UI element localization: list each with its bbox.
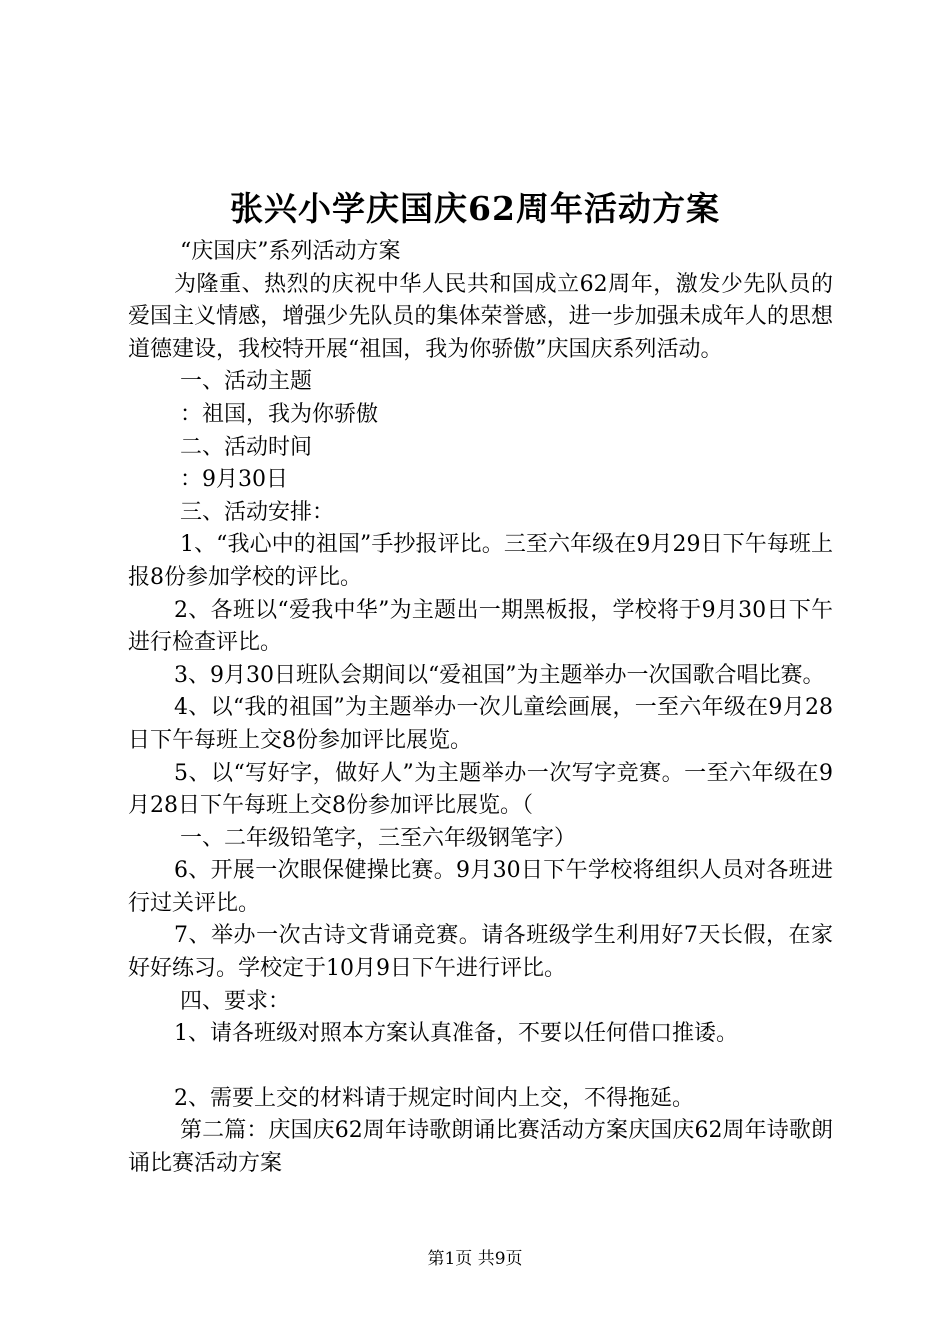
requirement-item-1: 1、请各班级对照本方案认真准备，不要以任何借口推诿。 xyxy=(174,1021,738,1047)
section-heading-time: 二、活动时间 xyxy=(180,434,313,460)
arrangement-item-7: 7、举办一次古诗文背诵竞赛。请各班级学生利用好7天长假，在家好好练习。学校定于10月9日下午进行评比。 xyxy=(128,923,833,982)
section-heading-arrangement: 三、活动安排： xyxy=(180,499,335,525)
theme-value: ：祖国，我为你骄傲 xyxy=(180,401,379,427)
document-title: 张兴小学庆国庆62周年活动方案 xyxy=(230,189,720,228)
requirement-item-2: 2、需要上交的材料请于规定时间内上交，不得拖延。 xyxy=(174,1085,694,1111)
arrangement-item-3: 3、9月30日班队会期间以“爱祖国”为主题举办一次国歌合唱比赛。 xyxy=(174,662,825,688)
arrangement-item-1: 1、“我心中的祖国”手抄报评比。三至六年级在9月29日下午每班上报8份参加学校的评比。 xyxy=(128,532,833,590)
arrangement-item-5-note: 一、二年级铅笔字，三至六年级钢笔字） xyxy=(180,825,577,851)
arrangement-item-6: 6、开展一次眼保健操比赛。9月30日下午学校将组织人员对各班进行过关评比。 xyxy=(128,858,833,916)
page-number-footer: 第1页 共9页 xyxy=(427,1249,523,1269)
document-body xyxy=(128,236,833,1181)
arrangement-item-2: 2、各班以“爱我中华”为主题出一期黑板报，学校将于9月30日下午进行检查评比。 xyxy=(128,597,833,656)
arrangement-item-4: 4、以“我的祖国”为主题举办一次儿童绘画展，一至六年级在9月28日下午每班上交8份参加评比展览。 xyxy=(128,695,833,753)
intro-paragraph: 为隆重、热烈的庆祝中华人民共和国成立62周年，激发少先队员的爱国主义情感，增强少先队员的集体荣誉感，进一步加强未成年人的思想道德建设，我校特开展“祖国，我为你骄傲”庆国庆系列活动。 xyxy=(128,271,833,362)
next-article-paragraph: 第二篇：庆国庆62周年诗歌朗诵比赛活动方案庆国庆62周年诗歌朗诵比赛活动方案 xyxy=(128,1118,833,1177)
subtitle-paragraph: “庆国庆”系列活动方案 xyxy=(180,239,401,264)
arrangement-item-5: 5、以“写好字，做好人”为主题举办一次写字竞赛。一至六年级在9月28日下午每班上交8份参加评比展览。（ xyxy=(128,760,833,819)
section-heading-requirements: 四、要求： xyxy=(180,988,291,1014)
time-value: ：9月30日 xyxy=(180,467,288,493)
section-heading-theme: 一、活动主题 xyxy=(180,369,313,395)
